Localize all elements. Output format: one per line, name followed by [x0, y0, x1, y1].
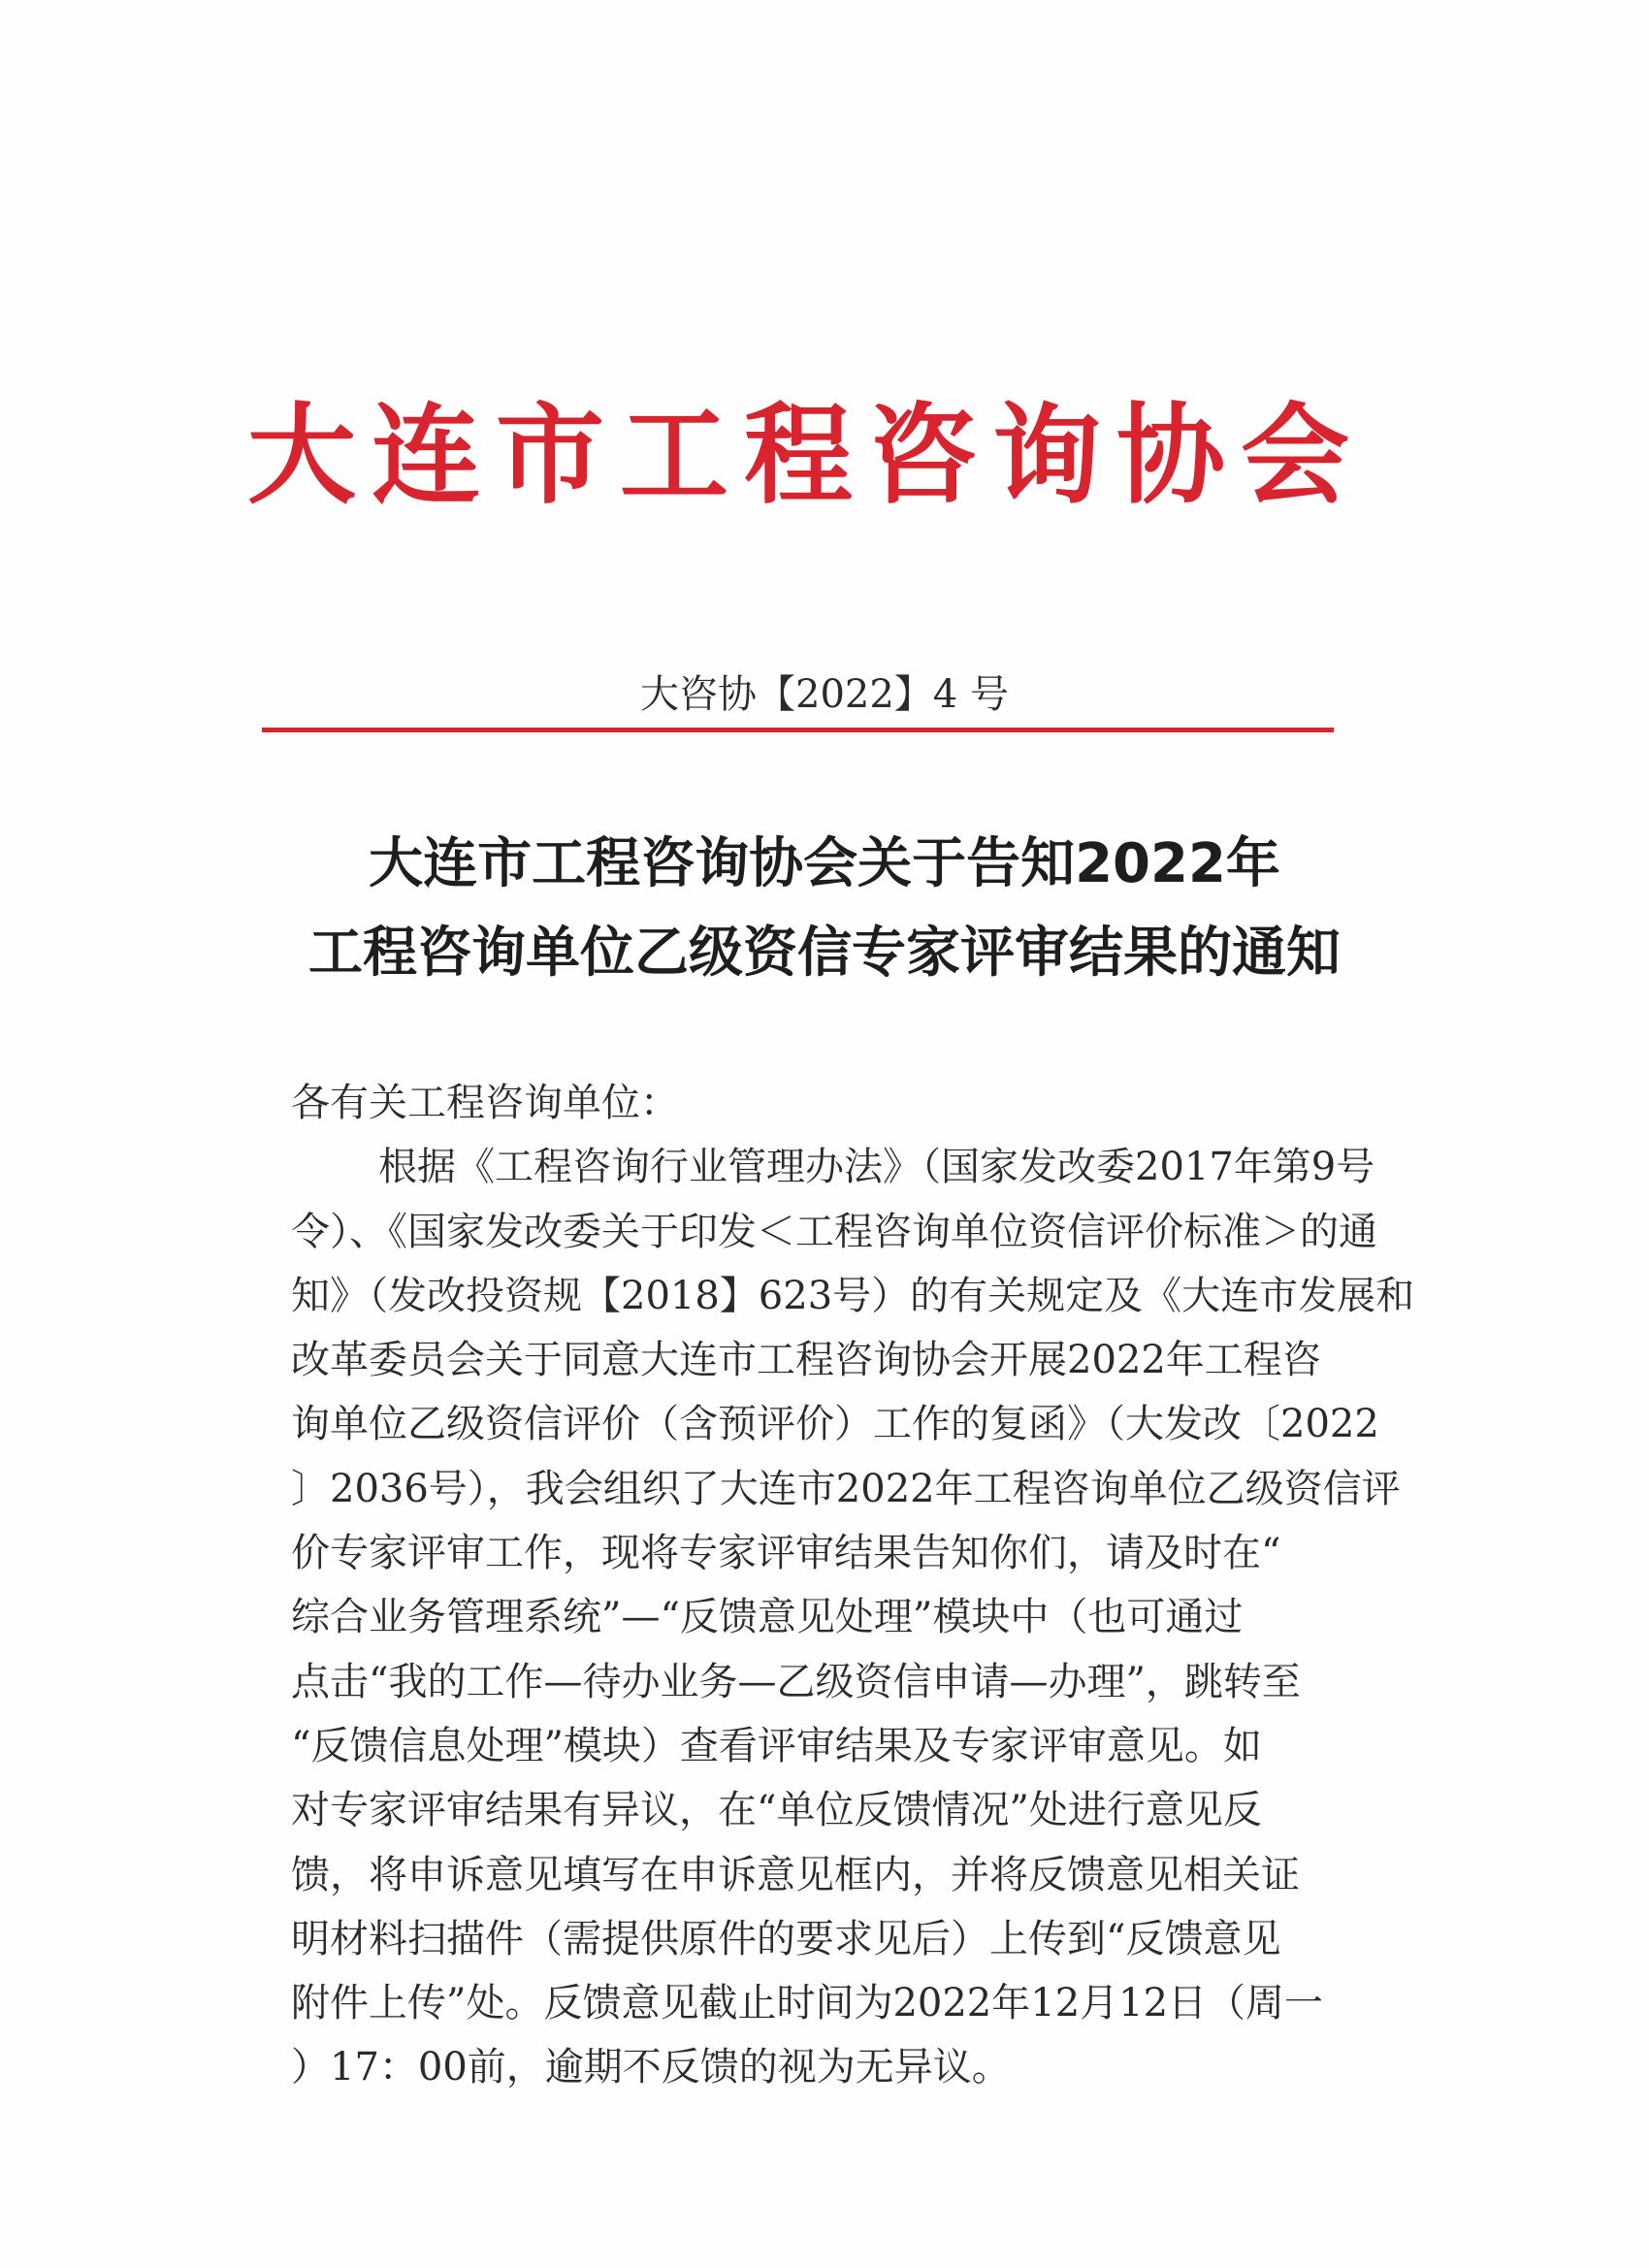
title-line-2: 工程咨询单位乙级资信专家评审结果的通知 [308, 922, 1341, 985]
body-line: 馈，将申诉意见填写在申诉意见框内，并将反馈意见相关证 [291, 1852, 1300, 1897]
body-line: 综合业务管理系统”—“反馈意见处理”模块中（也可通过 [291, 1595, 1244, 1640]
body-line: 根据《工程咨询行业管理办法》（国家发改委2017年第9号 [378, 1145, 1375, 1190]
body-line: “反馈信息处理”模块）查看评审结果及专家评审意见。如 [291, 1723, 1262, 1768]
body-line: 知》（发改投资规【2018】623号）的有关规定及《大连市发展和 [291, 1273, 1415, 1318]
notice-body [291, 1071, 1416, 2100]
organization-masthead: 大连市工程咨询协会 [247, 392, 1365, 519]
body-line: 〕2036号），我会组织了大连市2022年工程咨询单位乙级资信评 [291, 1466, 1401, 1511]
document-number: 大咨协【2022】4 号 [640, 672, 1009, 717]
notice-title [0, 820, 1649, 998]
body-line: 令）、《国家发改委关于印发＜工程咨询单位资信评价标准＞的通 [291, 1209, 1377, 1254]
body-line: 价专家评审工作，现将专家评审结果告知你们，请及时在“ [291, 1531, 1281, 1576]
body-line: 点击“我的工作—待办业务—乙级资信申请—办理”，跳转至 [291, 1659, 1301, 1704]
salutation: 各有关工程咨询单位： [291, 1081, 679, 1125]
body-line: 对专家评审结果有异议，在“单位反馈情况”处进行意见反 [291, 1788, 1262, 1833]
body-line: 附件上传”处。反馈意见截止时间为2022年12月12日（周一 [291, 1981, 1324, 2026]
body-line: 改革委员会关于同意大连市工程咨询协会开展2022年工程咨 [291, 1338, 1321, 1383]
red-divider [262, 728, 1334, 732]
title-line-1: 大连市工程咨询协会关于告知2022年 [369, 832, 1280, 895]
body-line: 明材料扫描件（需提供原件的要求见后）上传到“反馈意见 [291, 1916, 1281, 1961]
body-line: ）17：00前，逾期不反馈的视为无异议。 [291, 2045, 1011, 2090]
body-line: 询单位乙级资信评价（含预评价）工作的复函》（大发改〔2022 [291, 1402, 1379, 1447]
